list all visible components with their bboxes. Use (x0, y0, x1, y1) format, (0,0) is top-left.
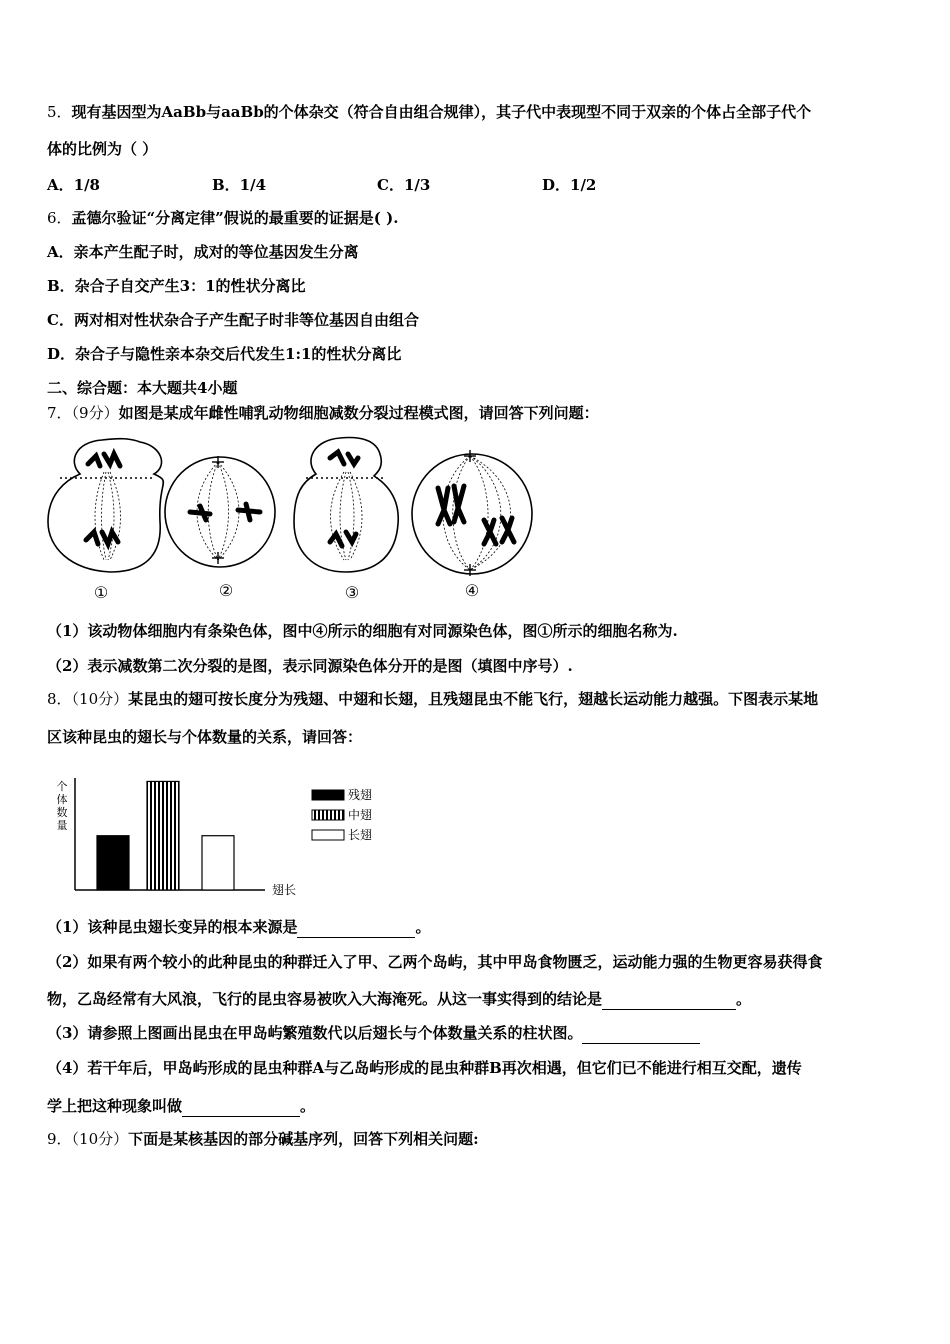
q5-line2: 体的比例为（ ） (47, 140, 158, 158)
q8-line1: 8．（10分）某昆虫的翅可按长度分为残翅、中翅和长翅，且残翅昆虫不能飞行，翅越长运动能力越强。下图表示某地 (47, 690, 819, 708)
q8-sub4-line1: （4）若干年后，甲岛屿形成的昆虫种群A与乙岛屿形成的昆虫种群B再次相遇，但它们已不能进行相互交配，遗传 (47, 1059, 802, 1077)
wing-length-chart (50, 770, 390, 900)
cell-4-label: ④ (464, 581, 480, 600)
q6-option-d: D．杂合子与隐性亲本杂交后代发生1:1的性状分离比 (47, 345, 402, 363)
bar-short-wing (97, 836, 129, 890)
svg-text:体: 体 (56, 793, 68, 806)
svg-text:量: 量 (56, 819, 68, 832)
legend-swatch-medium (312, 810, 344, 820)
q7-sub2: （2）表示减数第二次分裂的是图，表示同源染色体分开的是图（填图中序号）. (47, 657, 573, 675)
q9-stem: 9．（10分）下面是某核基因的部分碱基序列，回答下列相关问题: (47, 1130, 479, 1148)
q5-option-d: D．1/2 (542, 176, 597, 194)
svg-text:数: 数 (56, 806, 68, 819)
q8-sub4-line2: 学上把这种现象叫做 。 (47, 1097, 316, 1115)
q9-score: （10分） (71, 1130, 129, 1148)
bar-medium-wing (147, 781, 179, 890)
answer-blank-2[interactable] (602, 989, 736, 1010)
q8-sub1: （1）该种昆虫翅长变异的根本来源是 。 (47, 918, 431, 936)
answer-blank-1[interactable] (297, 917, 415, 938)
x-axis-label: 翅长 (272, 883, 297, 897)
cell-4 (412, 454, 532, 574)
q6-number: 6． (47, 209, 72, 227)
q8-sub3: （3）请参照上图画出昆虫在甲岛屿繁殖数代以后翅长与个体数量关系的柱状图。 (47, 1023, 700, 1044)
cell-3-label: ③ (344, 583, 360, 602)
q8-number: 8． (47, 690, 72, 708)
q5-option-c: C．1/3 (377, 176, 431, 194)
q6-option-b: B．杂合子自交产生3：1的性状分离比 (47, 277, 306, 295)
chart-legend (312, 787, 372, 842)
legend-label-medium: 中翅 (348, 808, 373, 822)
legend-label-long: 长翅 (348, 828, 373, 842)
q7-stem: 7．（9分）如图是某成年雌性哺乳动物细胞减数分裂过程模式图，请回答下列问题： (47, 404, 599, 422)
bar-long-wing (202, 836, 234, 890)
legend-swatch-short (312, 790, 344, 800)
answer-blank-4[interactable] (182, 1096, 300, 1117)
q8-score: （10分） (71, 690, 129, 708)
q7-number: 7． (47, 404, 72, 422)
q5-number: 5． (47, 103, 72, 121)
answer-blank-3[interactable] (582, 1023, 700, 1044)
q6-stem: 6．孟德尔验证“分离定律”假说的最重要的证据是( ). (47, 209, 399, 227)
q9-number: 9． (47, 1130, 72, 1148)
cell-3 (294, 438, 398, 572)
q8-sub2-line2: 物，乙岛经常有大风浪，飞行的昆虫容易被吹入大海淹死。从这一事实得到的结论是 。 (47, 990, 752, 1008)
q5-line1: 5．现有基因型为AaBb与aaBb的个体杂交（符合自由组合规律），其子代中表现型不同于双亲的个体占全部子代个 (47, 103, 812, 121)
section-heading: 二、综合题：本大题共4小题 (47, 379, 238, 397)
q8-line2: 区该种昆虫的翅长与个体数量的关系，请回答： (47, 728, 363, 746)
q5-option-a: A．1/8 (47, 176, 100, 194)
y-axis-label (57, 780, 68, 832)
q7-sub1: （1）该动物体细胞内有条染色体，图中④所示的细胞有对同源染色体，图①所示的细胞名称为. (47, 622, 678, 640)
svg-text:个: 个 (56, 780, 68, 793)
legend-label-short: 残翅 (348, 788, 373, 802)
q6-option-c: C．两对相对性状杂合子产生配子时非等位基因自由组合 (47, 311, 419, 329)
cell-1-label: ① (93, 583, 109, 602)
cell-2-label: ② (218, 581, 234, 600)
legend-swatch-long (312, 830, 344, 840)
q8-sub2-line1: （2）如果有两个较小的此种昆虫的种群迁入了甲、乙两个岛屿，其中甲岛食物匮乏，运动能力强的生物更容易获得食 (47, 953, 823, 971)
q7-score: （9分） (71, 404, 119, 422)
meiosis-figure (40, 432, 540, 604)
q5-option-b: B．1/4 (212, 176, 267, 194)
q6-option-a: A．亲本产生配子时，成对的等位基因发生分离 (47, 243, 359, 261)
